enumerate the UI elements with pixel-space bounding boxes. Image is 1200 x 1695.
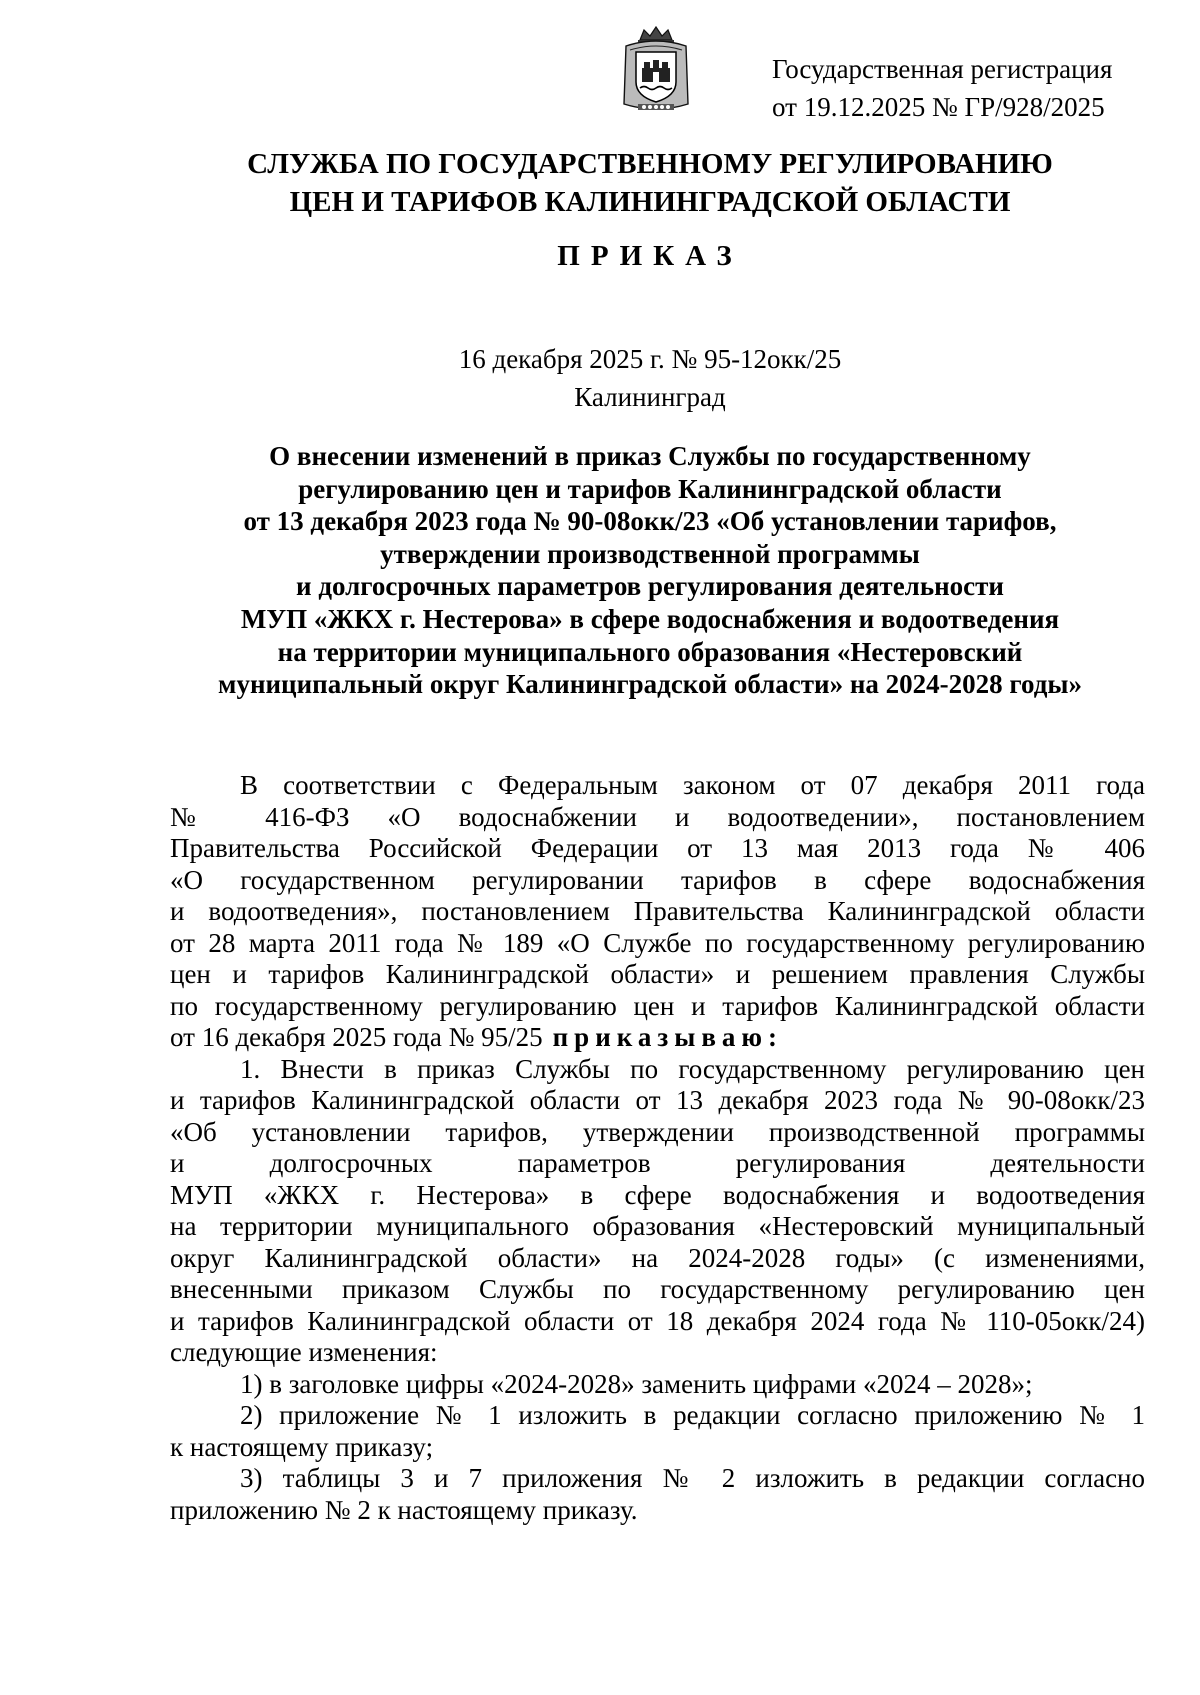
title-line: регулированию цен и тарифов Калининградской области bbox=[298, 473, 1002, 504]
registration-number: от 19.12.2025 № ГР/928/2025 bbox=[772, 92, 1105, 122]
order-city: Калининград bbox=[574, 382, 726, 412]
registration-stamp bbox=[772, 50, 1172, 126]
body-line: и тарифов Калининградской области от 13 декабря 2023 года № 90-08окк/23 bbox=[170, 1085, 1145, 1115]
title-line: МУП «ЖКХ г. Нестерова» в сфере водоснабжения и водоотведения bbox=[240, 603, 1060, 634]
list-item: 2) приложение № 1 изложить в редакции согласно приложению № 1 bbox=[240, 1400, 1145, 1430]
registration-label: Государственная регистрация bbox=[772, 54, 1113, 84]
orders-word: приказываю: bbox=[552, 1022, 784, 1052]
order-date-number bbox=[200, 340, 1100, 416]
body-line: «Об установлении тарифов, утверждении производственной программы bbox=[170, 1116, 1145, 1147]
body-line: № 416-ФЗ «О водоснабжении и водоотведении», постановлением bbox=[170, 801, 1145, 832]
body-line: от 28 марта 2011 года № 189 «О Службе по государственному регулированию bbox=[170, 927, 1145, 958]
document-title bbox=[120, 440, 1180, 701]
list-item: 3) таблицы 3 и 7 приложения № 2 изложить в редакции согласно bbox=[240, 1463, 1145, 1493]
body-line: и долгосрочных параметров регулирования деятельности bbox=[170, 1148, 1145, 1178]
body-line: округ Калининградской области» на 2024-2028 годы» (с изменениями, bbox=[170, 1242, 1145, 1273]
title-line: от 13 декабря 2023 года № 90-08окк/23 «Об установлении тарифов, bbox=[243, 506, 1057, 537]
document-type: ПРИКАЗ bbox=[557, 240, 743, 272]
organization-name bbox=[150, 145, 1150, 221]
body-line: цен и тарифов Калининградской области» и решением правления Службы bbox=[170, 959, 1145, 989]
coat-of-arms-icon bbox=[618, 24, 694, 114]
organization-line-2: ЦЕН И ТАРИФОВ КАЛИНИНГРАДСКОЙ ОБЛАСТИ bbox=[289, 186, 1011, 218]
body-line: внесенными приказом Службы по государственному регулированию цен bbox=[170, 1274, 1145, 1304]
body-line: и тарифов Калининградской области от 18 декабря 2024 года № 110-05окк/24) bbox=[170, 1305, 1145, 1336]
body-line-last bbox=[170, 1022, 1145, 1054]
body-text: от 16 декабря 2025 года № 95/25 bbox=[170, 1022, 543, 1052]
body-line: и водоотведения», постановлением Правительства Калининградской области bbox=[170, 896, 1145, 926]
body-line: по государственному регулированию цен и тарифов Калининградской области bbox=[170, 990, 1145, 1021]
body-line: «О государственном регулировании тарифов в сфере водоснабжения bbox=[170, 864, 1145, 895]
title-line: О внесении изменений в приказ Службы по государственному bbox=[269, 441, 1031, 471]
order-date: 16 декабря 2025 г. № 95-12окк/25 bbox=[458, 344, 842, 374]
document-body bbox=[170, 770, 1145, 1526]
title-line: и долгосрочных параметров регулирования деятельности bbox=[296, 571, 1004, 602]
body-line: Правительства Российской Федерации от 13 мая 2013 года № 406 bbox=[170, 833, 1145, 863]
title-line: на территории муниципального образования «Нестеровский bbox=[277, 636, 1023, 667]
body-line: МУП «ЖКХ г. Нестерова» в сфере водоснабжения и водоотведения bbox=[170, 1179, 1145, 1210]
list-item: 1) в заголовке цифры «2024-2028» заменить цифрами «2024 – 2028»; bbox=[240, 1368, 1033, 1399]
body-line: следующие изменения: bbox=[170, 1337, 438, 1367]
title-line: утверждении производственной программы bbox=[380, 538, 920, 569]
organization-line-1: СЛУЖБА ПО ГОСУДАРСТВЕННОМУ РЕГУЛИРОВАНИЮ bbox=[247, 148, 1053, 180]
body-line: В соответствии с Федеральным законом от 07 декабря 2011 года bbox=[240, 770, 1145, 800]
list-item-cont: приложению № 2 к настоящему приказу. bbox=[170, 1494, 638, 1525]
body-line: на территории муниципального образования «Нестеровский муниципальный bbox=[170, 1211, 1145, 1241]
list-item-cont: к настоящему приказу; bbox=[170, 1431, 434, 1462]
body-line: 1. Внести в приказ Службы по государственному регулированию цен bbox=[240, 1053, 1145, 1084]
title-line: муниципальный округ Калининградской области» на 2024-2028 годы» bbox=[218, 669, 1082, 700]
